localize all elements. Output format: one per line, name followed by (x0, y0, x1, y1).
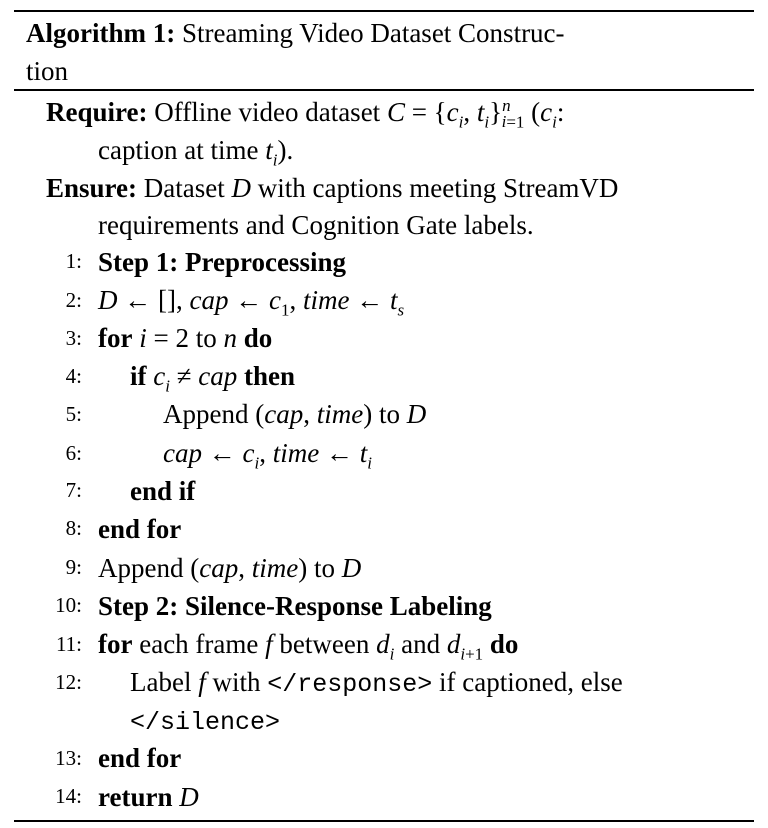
line-1: Step 1: Preprocessing (98, 247, 346, 277)
line-number: 11: (55, 632, 82, 656)
line-number: 4: (65, 364, 82, 388)
title-rule (14, 89, 754, 91)
line-7: end if (130, 476, 196, 506)
line-2: D ← [], cap ← $c_1$, time ← $t_s$ (98, 285, 405, 320)
require-cont: caption at time $t_i$). (98, 135, 294, 170)
algorithm-name-cont: tion (26, 56, 69, 86)
top-rule (14, 10, 754, 12)
line-number: 12: (55, 670, 82, 694)
line-number: 9: (65, 555, 82, 579)
line-number: 6: (65, 441, 82, 465)
algorithm-name: Streaming Video Dataset Construc- (181, 18, 565, 48)
line-number: 7: (65, 478, 82, 502)
ensure-line: Ensure: Dataset D with captions meeting StreamVD (46, 173, 619, 203)
line-number: 13: (55, 746, 82, 770)
line-11: for each frame f between $d_i$ and $d_{i+1}$ do (98, 629, 519, 664)
line-4: if $c_i$ ≠ cap then (130, 361, 296, 396)
line-8: end for (98, 514, 182, 544)
line-9: Append (cap, time) to D (98, 553, 362, 583)
line-number: 3: (65, 326, 82, 350)
line-number: 10: (55, 593, 82, 617)
line-13: end for (98, 743, 182, 773)
line-number: 14: (55, 784, 82, 808)
require-line: Require: Offline video dataset $C = \{c_i$, $t_i\}^n_{i=1}$ ($c_i$: (46, 96, 565, 132)
algorithm-title (26, 14, 726, 90)
line-number: 1: (65, 249, 82, 273)
line-3: for i = 2 to n do (98, 323, 273, 353)
bottom-rule (14, 820, 754, 822)
algorithm-label: Algorithm 1: (26, 18, 176, 48)
ensure-cont: requirements and Cognition Gate labels. (98, 210, 534, 240)
line-10: Step 2: Silence-Response Labeling (98, 591, 492, 621)
line-14: return D (98, 782, 199, 812)
line-12: Label f with </response> if captioned, else (130, 667, 623, 699)
line-number: 2: (65, 288, 82, 312)
line-12-cont: </silence> (130, 708, 281, 737)
line-number: 5: (65, 402, 82, 426)
line-5: Append (cap, time) to D (163, 399, 427, 429)
line-number: 8: (65, 516, 82, 540)
line-6: cap ← $c_i$, time ← $t_i$ (163, 438, 372, 473)
